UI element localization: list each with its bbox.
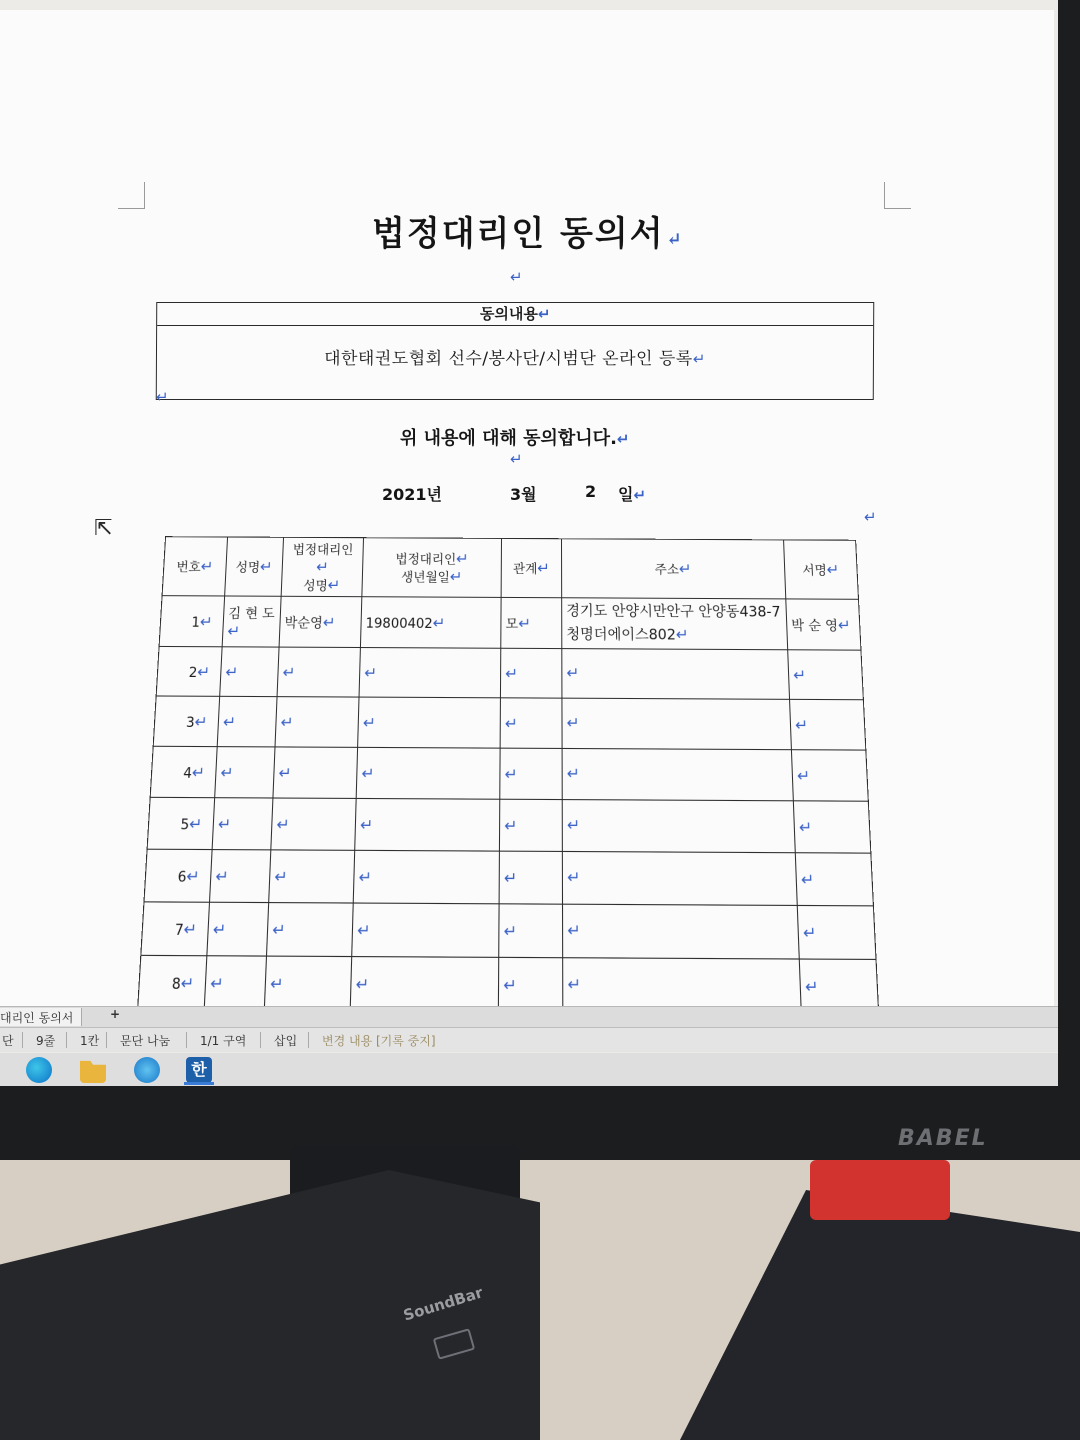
header-relation: 관계↵ <box>501 538 562 597</box>
header-guardian-name: 법정대리인↵ 성명↵ <box>281 537 363 596</box>
cell-sign[interactable] <box>791 750 868 802</box>
cell-name[interactable] <box>212 798 273 850</box>
paragraph-mark-icon: ↵ <box>359 814 374 835</box>
date-month: 3월 <box>510 485 537 504</box>
paragraph-mark-icon: ↵ <box>566 713 580 733</box>
cell-guardian-name-text: 박순영 <box>284 616 324 632</box>
table-header-row <box>162 537 858 600</box>
cell-guardian-name[interactable] <box>279 596 362 647</box>
status-divider <box>186 1032 187 1048</box>
cell-number-text: 2 <box>188 665 198 681</box>
hwp-icon[interactable]: 한 <box>186 1057 212 1083</box>
status-page: 단 <box>2 1034 14 1048</box>
cell-name[interactable] <box>220 647 279 697</box>
cell-number-text: 8 <box>171 975 182 993</box>
monitor-brand-logo: BABEL <box>898 1126 988 1151</box>
cell-number[interactable] <box>153 696 219 747</box>
cell-guardian-birth[interactable] <box>352 903 499 957</box>
paragraph-mark-icon: ↵ <box>794 715 809 734</box>
paragraph-mark-icon: ↵ <box>692 350 706 368</box>
cell-sign[interactable] <box>795 853 873 906</box>
paragraph-mark-icon: ↵ <box>510 268 523 286</box>
guardian-table[interactable] <box>130 536 883 1025</box>
cell-relation[interactable] <box>499 904 563 958</box>
paragraph-mark-icon: ↵ <box>361 763 375 783</box>
edge-icon[interactable] <box>26 1057 52 1083</box>
cell-number-text: 1 <box>191 615 201 631</box>
table-row <box>144 849 873 906</box>
status-bar <box>0 1027 1058 1052</box>
cell-number[interactable] <box>150 746 217 797</box>
taskbar <box>0 1053 1058 1086</box>
paragraph-mark-icon: ↵ <box>227 621 241 641</box>
table-row <box>153 696 866 750</box>
paragraph-mark-icon: ↵ <box>503 867 518 888</box>
cell-number-text: 5 <box>180 816 190 834</box>
paragraph-mark-icon: ↵ <box>675 625 689 644</box>
paragraph-mark-icon: ↵ <box>180 972 195 993</box>
cell-guardian-birth[interactable] <box>360 597 501 649</box>
cell-name[interactable] <box>210 850 271 903</box>
document-title-text: 법정대리인 동의서 <box>372 214 665 254</box>
cell-sign[interactable] <box>790 699 866 750</box>
cell-relation[interactable] <box>500 648 561 698</box>
cell-number-text: 3 <box>185 714 196 731</box>
cell-relation[interactable] <box>499 799 562 851</box>
cell-relation[interactable] <box>500 748 562 799</box>
cell-number[interactable] <box>147 797 215 849</box>
table-row <box>156 646 863 699</box>
paragraph-mark-icon: ↵ <box>217 813 232 834</box>
paragraph-mark-icon: ↵ <box>792 665 807 684</box>
paragraph-mark-icon: ↵ <box>864 508 877 526</box>
cell-address[interactable] <box>562 851 797 905</box>
paragraph-mark-icon: ↵ <box>796 765 811 785</box>
paragraph-mark-icon: ↵ <box>220 762 235 782</box>
cell-address[interactable] <box>562 598 788 650</box>
paragraph-mark-icon: ↵ <box>212 918 227 940</box>
paragraph-mark-icon: ↵ <box>222 711 237 731</box>
cell-address-text: 경기도 안양시만안구 안양동438-7청명더에이스802 <box>566 603 781 644</box>
paragraph-mark-icon: ↵ <box>358 866 373 887</box>
cell-address[interactable] <box>562 800 795 853</box>
cell-guardian-birth[interactable] <box>359 648 501 698</box>
cell-number[interactable] <box>144 849 212 902</box>
date-year: 2021년 <box>382 485 442 504</box>
page-corner-mark <box>118 182 145 209</box>
date-day: 2 <box>585 482 597 501</box>
paragraph-mark-icon: ↵ <box>191 762 206 782</box>
paragraph-mark-icon: ↵ <box>199 612 214 631</box>
paragraph-mark-icon: ↵ <box>616 430 630 448</box>
header-address: 주소↵ <box>562 539 786 599</box>
paragraph-mark-icon: ↵ <box>504 713 518 733</box>
paragraph-mark-icon: ↵ <box>802 922 817 943</box>
paragraph-mark-icon: ↵ <box>837 615 852 635</box>
paragraph-mark-icon: ↵ <box>322 613 336 632</box>
file-explorer-icon[interactable] <box>80 1057 106 1083</box>
paragraph-mark-icon: ↵ <box>504 815 518 835</box>
paragraph-mark-icon: ↵ <box>567 920 581 941</box>
cell-number-text: 6 <box>177 869 187 886</box>
document-page[interactable] <box>0 10 1054 1025</box>
consent-body <box>157 326 873 369</box>
cell-guardian-name[interactable] <box>275 697 359 748</box>
cell-number[interactable] <box>159 596 225 647</box>
agree-statement-text: 위 내용에 대해 동의합니다. <box>400 428 617 449</box>
table-row <box>141 902 876 960</box>
soundbar-label: SoundBar <box>401 1283 485 1325</box>
consent-header-text: 동의내용 <box>479 305 538 323</box>
status-track-changes[interactable]: 변경 내용 [기록 중지] <box>322 1034 436 1048</box>
cell-address[interactable] <box>563 904 800 959</box>
paragraph-mark-icon: ↵ <box>804 975 819 997</box>
paragraph-mark-icon: ↵ <box>518 614 531 633</box>
date-day-unit: 일↵ <box>618 485 647 504</box>
header-sign: 서명↵ <box>784 540 859 599</box>
paragraph-mark-icon: ↵ <box>209 972 225 994</box>
status-divider <box>66 1032 67 1048</box>
cell-number[interactable] <box>141 902 210 956</box>
cell-sign[interactable] <box>793 801 871 853</box>
cell-guardian-birth[interactable] <box>353 850 499 903</box>
paragraph-mark-icon: ↵ <box>274 866 289 887</box>
cell-number[interactable] <box>156 646 222 696</box>
status-divider <box>106 1032 107 1048</box>
header-name: 성명↵ <box>225 537 284 596</box>
cell-sign[interactable] <box>786 599 861 650</box>
paragraph-mark-icon: ↵ <box>188 813 203 834</box>
paragraph-mark-icon: ↵ <box>355 973 370 994</box>
document-title <box>372 206 684 255</box>
status-section: 1/1 구역 <box>200 1034 247 1048</box>
cell-name[interactable] <box>207 902 269 956</box>
paragraph-mark-icon: ↵ <box>271 919 287 940</box>
paragraph-mark-icon: ↵ <box>567 974 582 995</box>
cell-guardian-name[interactable] <box>264 956 351 1011</box>
paragraph-mark-icon: ↵ <box>276 814 291 834</box>
cell-guardian-birth[interactable] <box>358 697 501 748</box>
cell-guardian-birth[interactable] <box>355 798 500 851</box>
cell-guardian-name[interactable] <box>277 647 360 697</box>
active-app-indicator <box>184 1082 214 1085</box>
page-corner-mark <box>884 182 911 209</box>
cell-relation-text: 모 <box>505 617 519 633</box>
cell-sign[interactable] <box>788 650 864 700</box>
cell-number-text: 7 <box>174 922 185 939</box>
agree-statement <box>400 424 629 450</box>
paragraph-mark-icon: ↵ <box>183 918 198 939</box>
cell-number[interactable] <box>138 955 207 1010</box>
consent-body-text: 대한태권도협회 선수/봉사단/시범단 온라인 등록 <box>324 349 693 369</box>
cell-guardian-name[interactable] <box>266 903 353 957</box>
cell-number-text: 4 <box>182 765 193 782</box>
status-insert-mode[interactable]: 삽입 <box>274 1034 298 1048</box>
paragraph-mark-icon: ↵ <box>566 763 580 784</box>
paragraph-mark-icon: ↵ <box>185 865 201 886</box>
paragraph-mark-icon: ↵ <box>566 815 581 835</box>
paragraph-mark-icon: ↵ <box>196 662 211 681</box>
paragraph-mark-icon: ↵ <box>356 919 371 940</box>
status-column: 1칸 <box>80 1034 100 1048</box>
paragraph-mark-icon: ↵ <box>280 712 294 732</box>
consent-box <box>156 302 875 400</box>
cell-relation[interactable] <box>499 851 562 904</box>
tab-document[interactable]: 대리인 동의서 <box>0 1008 82 1026</box>
paragraph-mark-icon: ↵ <box>503 920 518 941</box>
paragraph-mark-icon: ↵ <box>225 662 239 681</box>
cell-name[interactable] <box>217 696 277 747</box>
document-tab-bar <box>0 1006 1058 1027</box>
cell-address[interactable] <box>562 698 791 750</box>
paragraph-mark-icon: ↵ <box>432 613 446 632</box>
paragraph-mark-icon: ↵ <box>537 305 551 323</box>
cell-guardian-birth[interactable] <box>350 957 499 1012</box>
paragraph-mark-icon: ↵ <box>269 972 285 994</box>
cell-name-text: 김 현 도 <box>227 606 276 623</box>
paragraph-mark-icon: ↵ <box>504 764 518 784</box>
header-guardian-birth: 법정대리인↵ 생년월일↵ <box>362 538 502 598</box>
paragraph-mark-icon: ↵ <box>364 662 378 682</box>
paragraph-mark-icon: ↵ <box>798 816 813 837</box>
cell-relation[interactable] <box>501 597 562 648</box>
cell-sign-text: 박 순 영 <box>791 618 839 635</box>
cell-address[interactable] <box>562 748 793 800</box>
status-divider <box>308 1032 309 1048</box>
cell-guardian-name[interactable] <box>269 850 355 903</box>
cell-guardian-birth[interactable] <box>356 747 500 799</box>
consent-header <box>157 303 873 326</box>
cell-relation[interactable] <box>498 957 562 1012</box>
paragraph-mark-icon: ↵ <box>566 663 580 683</box>
cell-guardian-name[interactable] <box>271 798 356 850</box>
paragraph-mark-icon: ↵ <box>505 663 519 683</box>
table-row <box>147 797 871 853</box>
cell-name[interactable] <box>222 596 281 647</box>
cell-name[interactable] <box>204 956 266 1011</box>
paragraph-mark-icon: ↵ <box>282 662 296 682</box>
paragraph-mark-icon: ↵ <box>278 762 293 783</box>
status-divider <box>260 1032 261 1048</box>
mouse-pointer-icon: ⇱ <box>94 516 113 541</box>
cell-relation[interactable] <box>500 698 562 749</box>
cell-name[interactable] <box>215 747 275 798</box>
paragraph-mark-icon: ↵ <box>215 865 230 886</box>
status-paragraph: 문단 나눔 <box>120 1034 171 1048</box>
paragraph-mark-icon: ↵ <box>567 867 581 888</box>
status-divider <box>22 1032 23 1048</box>
cell-sign[interactable] <box>797 905 876 959</box>
paragraph-mark-icon: ↵ <box>362 712 377 732</box>
paragraph-mark-icon: ↵ <box>666 229 684 250</box>
internet-explorer-icon[interactable] <box>134 1057 160 1083</box>
header-number: 번호↵ <box>162 537 227 596</box>
paragraph-mark-icon: ↵ <box>194 711 209 731</box>
paragraph-mark-icon: ↵ <box>510 450 523 468</box>
table-row <box>150 746 868 801</box>
paragraph-mark-icon: ↵ <box>800 869 815 889</box>
cell-address[interactable] <box>562 649 790 700</box>
table-row <box>159 596 861 651</box>
status-line: 9줄 <box>36 1034 56 1048</box>
paragraph-mark-icon: ↵ <box>503 974 517 995</box>
add-tab-button[interactable]: + <box>109 1007 121 1021</box>
paragraph-mark-icon: ↵ <box>156 388 169 406</box>
cell-guardian-name[interactable] <box>273 747 358 799</box>
cell-guardian-birth-text: 19800402 <box>365 615 433 632</box>
monitor-stand-neck <box>810 1160 950 1220</box>
